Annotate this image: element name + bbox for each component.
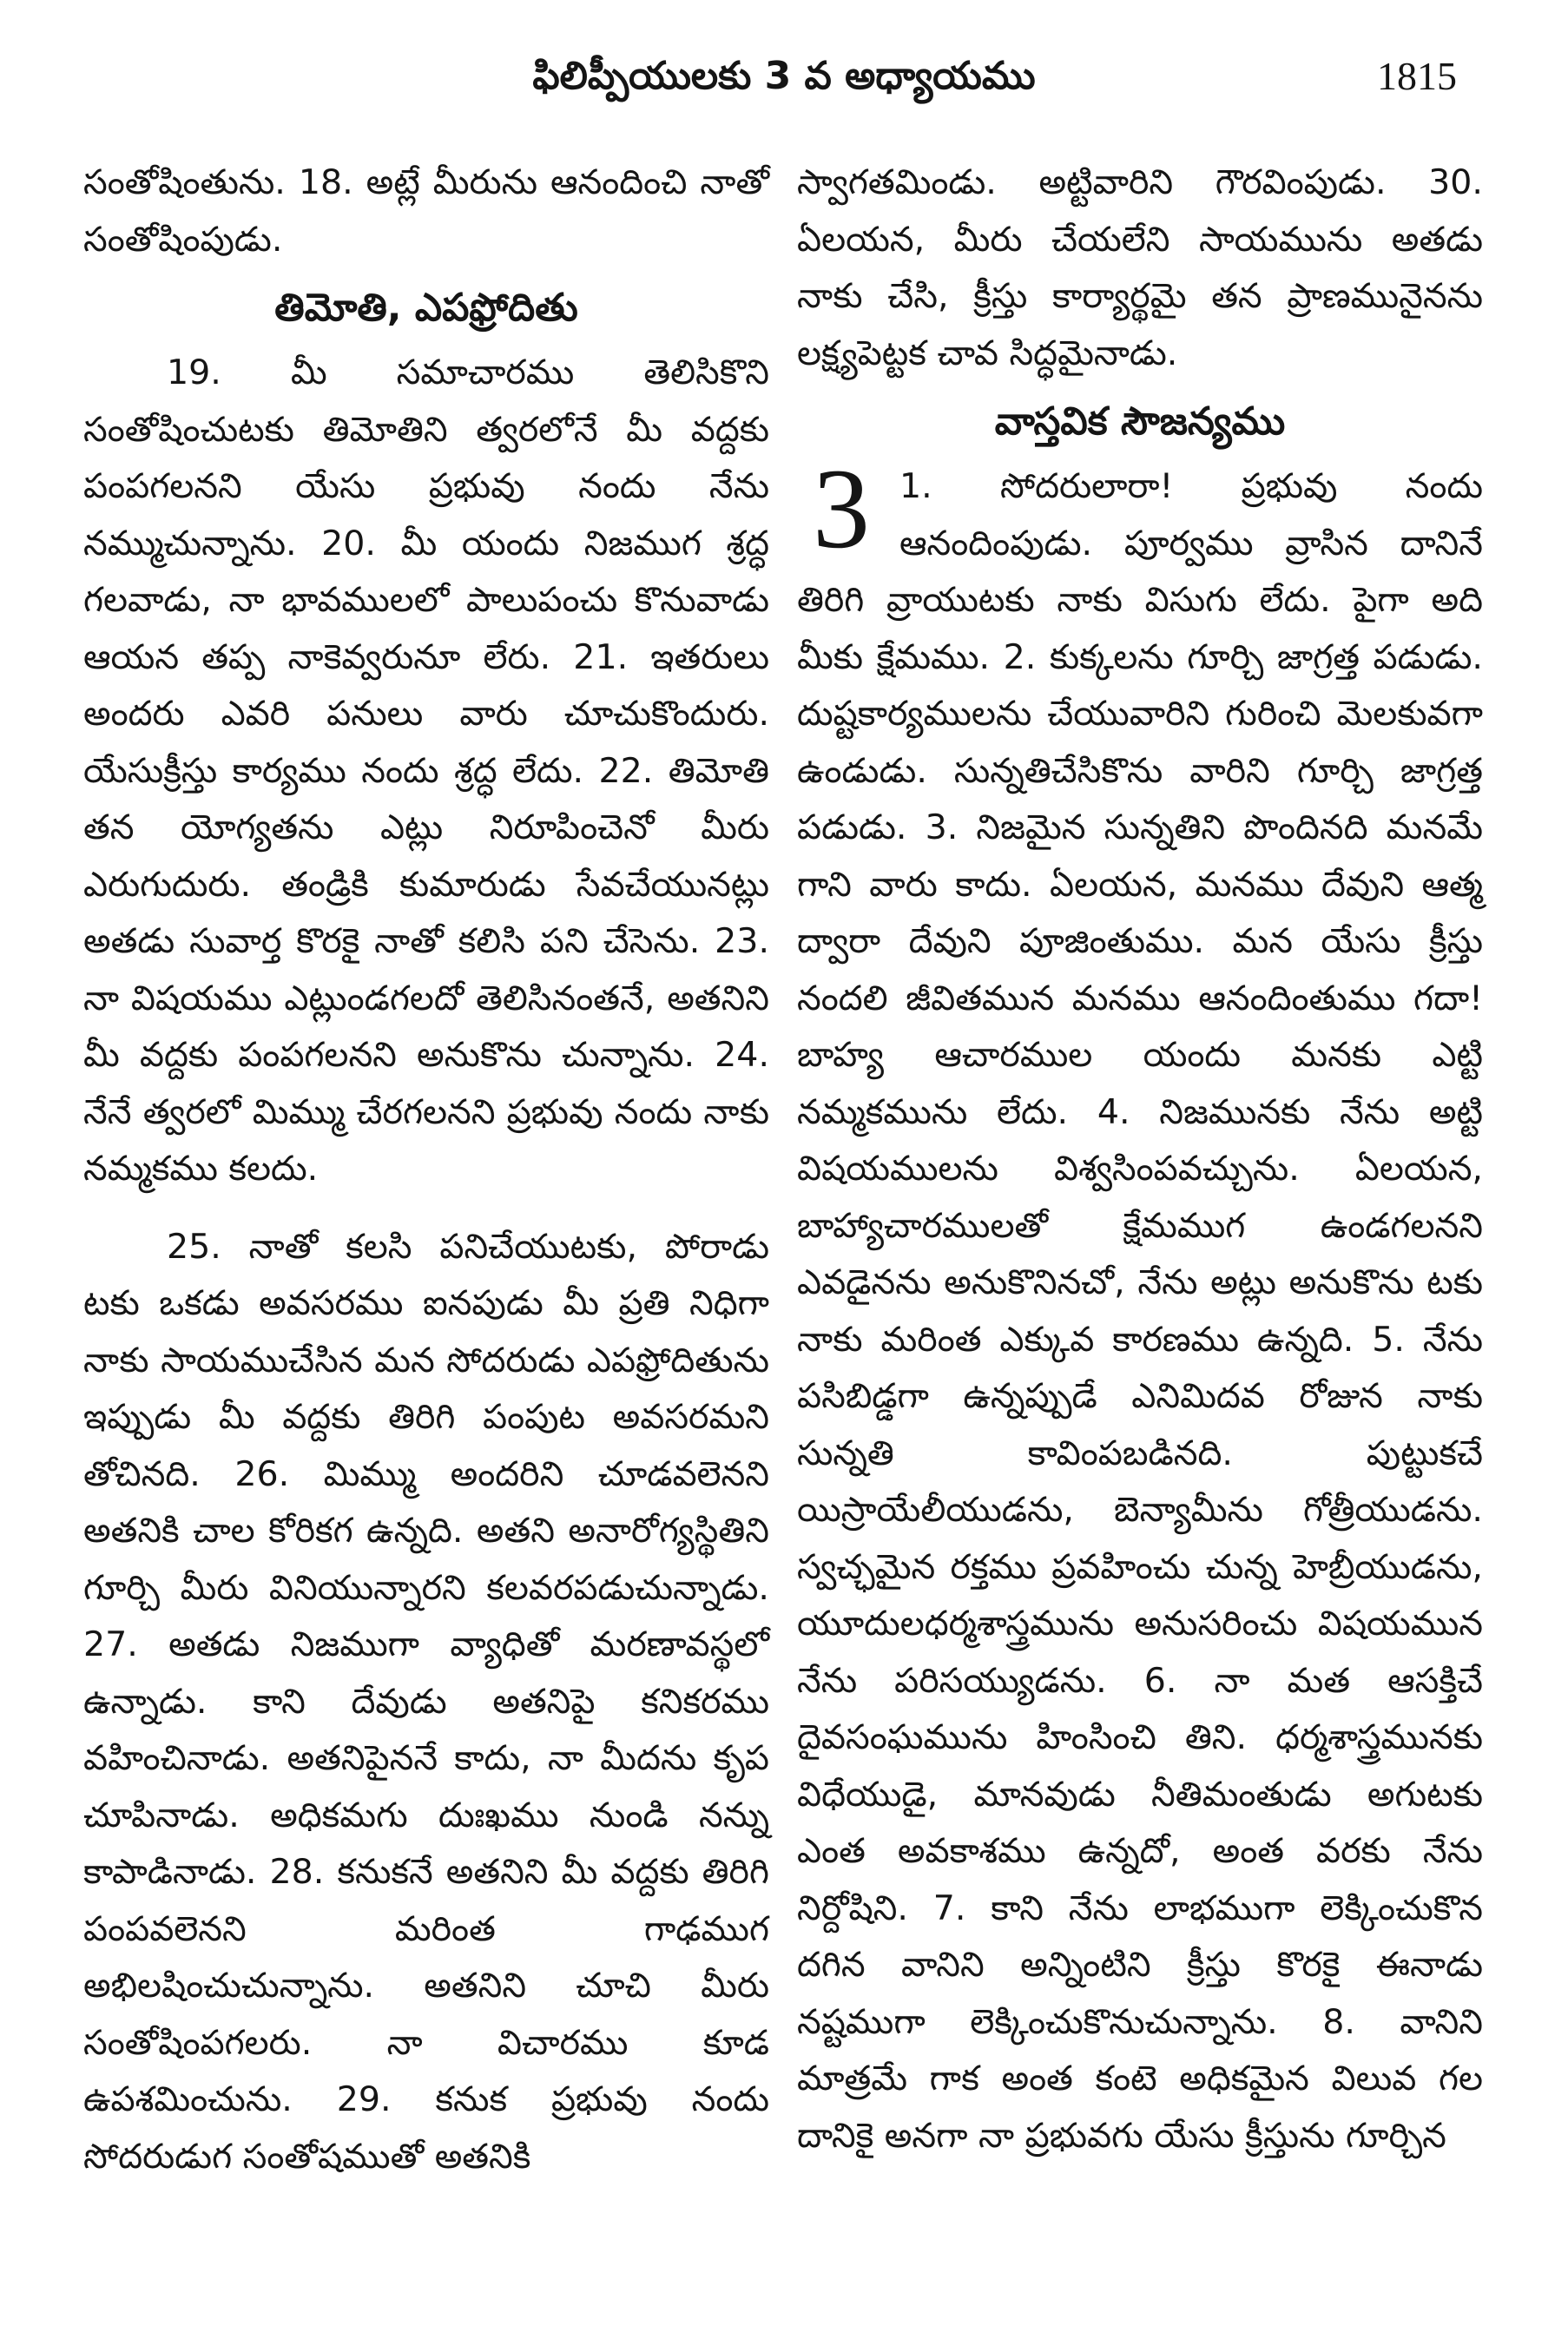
- paragraph: 1. సోదరులారా! ప్రభువు నందు ఆనందింపుడు. పూర్వము వ్రాసిన దానినే తిరిగి వ్రాయుటకు నాకు విసుగు లేదు. పైగా అది మీకు క్షేమము. 2. కుక్కలను గూర్చి జాగ్రత్త పడుడు. దుష్టకార్యములను చేయువారిని గురించి మెలకువగా ఉండుడు. సున్నతిచేసికొను వారిని గూర్చి జాగ్రత్త పడుడు. 3. నిజమైన సున్నతిని పొందినది మనమే గాని వారు కాదు. ఏలయన, మనము దేవుని ఆత్మ ద్వారా దేవుని పూజింతుము. మన యేసు క్రీస్తు నందలి జీవితమున మనము ఆనందింతుము గదా! బాహ్య ఆచారముల యందు మనకు ఎట్టి నమ్మకమును లేదు. 4. నిజమునకు నేను అట్టి విషయములను విశ్వసింపవచ్చును. ఏలయన, బాహ్యాచారములతో క్షేమముగ ఉండగలనని ఎవడైనను అనుకొనినచో, నేను అట్లు అనుకొను టకు నాకు మరింత ఎక్కువ కారణము ఉన్నది. 5. నేను పసిబిడ్డగా ఉన్నప్పుడే ఎనిమిదవ రోజున నాకు సున్నతి కావింపబడినది. పుట్టుకచే యిస్రాయేలీయుడను, బెన్యామీను గోత్రీయుడను. స్వచ్ఛమైన రక్తము ప్రవహించు చున్న హెబ్రీయుడను, యూదులధర్మశాస్త్రమును అనుసరించు విషయమున నేను పరిసయ్యుడను. 6. నా మత ఆసక్తిచే దైవసంఘమును హింసించి తిని. ధర్మశాస్త్రమునకు విధేయుడై, మానవుడు నీతిమంతుడు అగుటకు ఎంత అవకాశము ఉన్నదో, అంత వరకు నేను నిర్దోషిని. 7. కాని నేను లాభముగా లెక్కించుకొన దగిన వానిని అన్నింటిని క్రీస్తు కొరకై ఈనాడు నష్టముగా లెక్కించుకొనుచున్నాను. 8. వానిని మాత్రమే గాక అంత కంటె అధికమైన విలువ గల దానికై అనగా నా ప్రభువగు యేసు క్రీస్తును గూర్చిన: [797, 466, 1483, 2156]
- paragraph: 25. నాతో కలసి పనిచేయుటకు, పోరాడు టకు ఒకడు అవసరము ఐనపుడు మీ ప్రతి నిధిగా నాకు సాయముచేసిన మన సోదరుడు ఎపఫ్రోదితును ఇప్పుడు మీ వద్దకు తిరిగి పంపుట అవసరమని తోచినది. 26. మిమ్ము అందరిని చూడవలెనని అతనికి చాల కోరికగ ఉన్నది. అతని అనారోగ్యస్థితిని గూర్చి మీరు వినియున్నారని కలవరపడుచున్నాడు. 27. అతడు నిజముగా వ్యాధితో మరణావస్థలో ఉన్నాడు. కాని దేవుడు అతనిపై కనికరము వహించినాడు. అతనిపైననే కాదు, నా మీదను కృప చూపినాడు. అధికమగు దుఃఖము నుండి నన్ను కాపాడినాడు. 28. కనుకనే అతనిని మీ వద్దకు తిరిగి పంపవలెనని మరింత గాఢముగ అభిలషించుచున్నాను. అతనిని చూచి మీరు సంతోషింపగలరు. నా విచారము కూడ ఉపశమించును. 29. కనుక ప్రభువు నందు సోదరుడుగ సంతోషముతో అతనికి: [83, 1226, 769, 2177]
- chapter-number: 3: [813, 445, 870, 572]
- section-heading: వాస్తవిక సౌజన్యము: [994, 399, 1286, 444]
- running-title: ఫిలిప్పీయులకు 3 వ అధ్యాయము: [532, 54, 1036, 98]
- paragraph: సంతోషింతును. 18. అట్లే మీరును ఆనందించి నాతో సంతోషింపుడు.: [83, 162, 769, 260]
- right-column: [797, 155, 1483, 2164]
- paragraph-spacer: [83, 1198, 769, 1219]
- paragraph: 19. మీ సమాచారము తెలిసికొని సంతోషించుటకు తిమోతిని త్వరలోనే మీ వద్దకు పంపగలనని యేసు ప్రభువు నందు నేను నమ్ముచున్నాను. 20. మీ యందు నిజముగ శ్రద్ధ గలవాడు, నా భావములలో పాలుపంచు కొనువాడు ఆయన తప్ప నాకెవ్వరునూ లేరు. 21. ఇతరులు అందరు ఎవరి పనులు వారు చూచుకొందురు. యేసుక్రీస్తు కార్యము నందు శ్రద్ధ లేదు. 22. తిమోతి తన యోగ్యతను ఎట్లు నిరూపించెనో మీరు ఎరుగుదురు. తండ్రికి కుమారుడు సేవచేయునట్లు అతడు సువార్త కొరకై నాతో కలిసి పని చేసెను. 23. నా విషయము ఎట్లుండగలదో తెలిసినంతనే, అతనిని మీ వద్దకు పంపగలనని అనుకొను చున్నాను. 24. నేనే త్వరలో మిమ్ము చేరగలనని ప్రభువు నందు నాకు నమ్మకము కలదు.: [83, 352, 769, 1189]
- page-number: 1815: [1377, 54, 1457, 98]
- page-header: [0, 42, 1568, 111]
- section-heading: తిమోతి, ఎపఫ్రోదితు: [274, 286, 578, 330]
- paragraph: స్వాగతమిండు. అట్టివారిని గౌరవింపుడు. 30. ఏలయన, మీరు చేయలేని సాయమును అతడు నాకు చేసి, క్రీస్తు కార్యార్థమై తన ప్రాణమునైనను లక్ష్యపెట్టక చావ సిద్ధమైనాడు.: [797, 162, 1483, 373]
- chapter-opening: [797, 445, 1483, 2164]
- left-column: [83, 155, 769, 2185]
